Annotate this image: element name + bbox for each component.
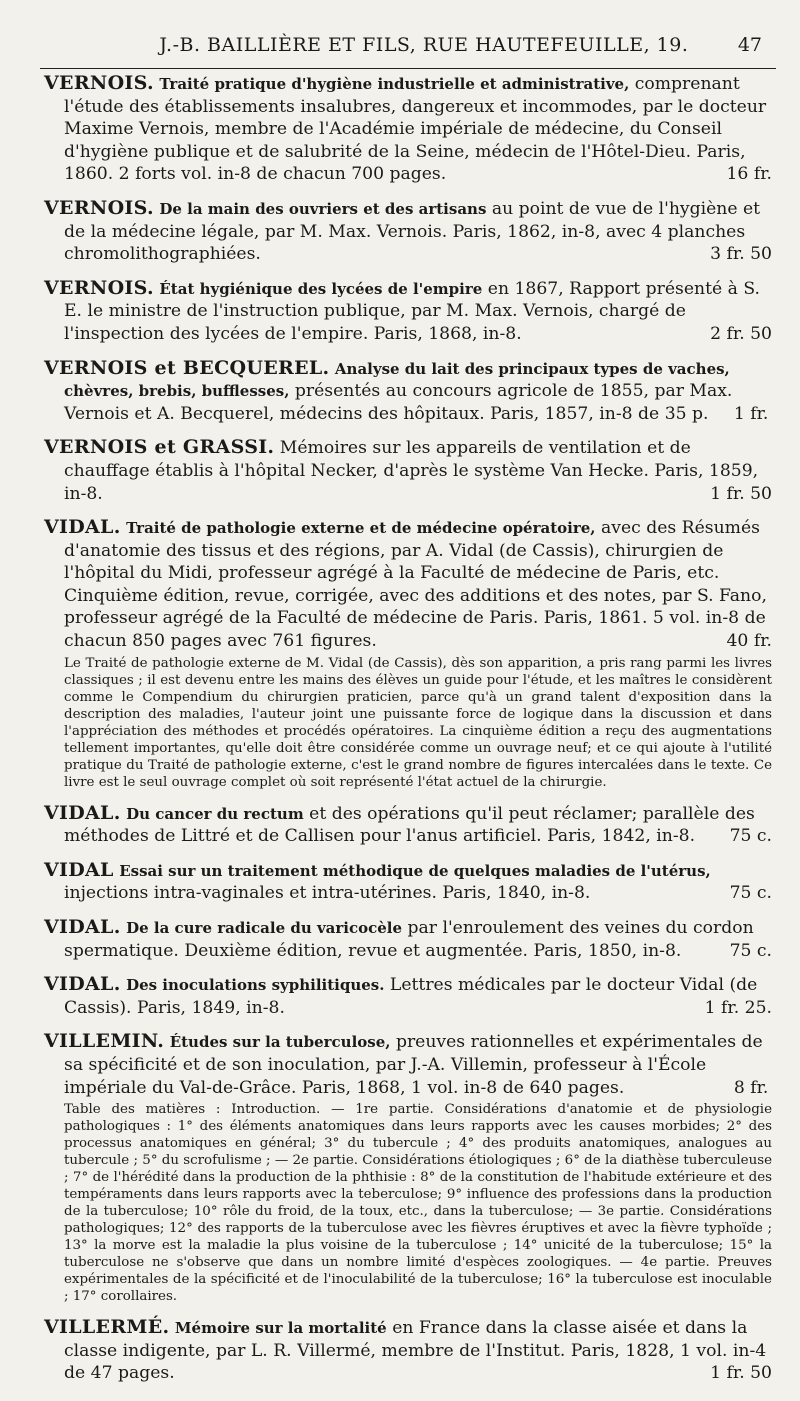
catalog-entry xyxy=(44,197,772,266)
catalog-entry xyxy=(44,1030,772,1305)
entry-body: et des opérations qu'il peut réclamer; parallèle des méthodes de Littré et de Callisen pour l'anus artificiel. Paris, 1842, in-8. xyxy=(64,803,755,847)
entry-price: 75 c. xyxy=(729,940,772,961)
entry-subject: Traité pratique d'hygiène industrielle et administrative, xyxy=(159,75,630,93)
entry-author: VERNOIS. xyxy=(44,72,154,94)
entry-body: avec des Résumés d'anatomie des tissus et des régions, par A. Vidal (de Cassis), chirurgien de l'hôpital du Midi, professeur agrégé à la Faculté de médecine de Paris, etc. Cinquième édition, revue, corrigée, avec des additions et des notes, par S. Fano, professeur agrégé de la Faculté de médecine de Paris. Paris, 1861. 5 vol. in-8 de chacun 850 pages avec 761 figures. xyxy=(64,518,767,652)
entry-author: VIDAL. xyxy=(44,516,121,539)
entry-body: en 1867, Rapport présenté à S. E. le ministre de l'instruction publique, par M. Max. Vernois, chargé de l'inspection des lycées de l'empire. Paris, 1868, in-8. xyxy=(64,278,760,344)
running-title: J.-B. BAILLIÈRE ET FILS, RUE HAUTEFEUILLE, 19. xyxy=(159,34,689,56)
entry-author: VIDAL. xyxy=(44,973,121,996)
header-rule xyxy=(40,68,776,69)
entry-author: VILLERMÉ. xyxy=(44,1316,170,1339)
entry-price: 75 c. xyxy=(729,826,772,847)
entry-price: 2 fr. 50 xyxy=(710,323,772,344)
entry-subject: Essai sur un traitement méthodique de quelques maladies de l'utérus, xyxy=(119,861,711,880)
entry-price: 75 c. xyxy=(729,883,772,904)
entry-subject: Études sur la tuberculose, xyxy=(169,1033,391,1052)
catalog-entry xyxy=(44,277,772,346)
entry-body: injections intra-vaginales et intra-utérines. Paris, 1840, in-8. xyxy=(64,883,591,904)
entry-price: 3 fr. 50 xyxy=(710,244,772,265)
entry-author: VERNOIS et BECQUEREL. xyxy=(44,356,330,379)
entry-note: Le Traité de pathologie externe de M. Vidal (de Cassis), dès son apparition, a pris rang parmi les livres classiques ; il est devenu entre les mains des élèves un guide pour l'étude, et les maîtres le considèrent comme le Compendium du chirurgien praticien, parce qu'à un grand talent d'exposition dans la description des maladies, l'auteur joint une puissante force de logique dans la discussion et dans l'appréciation des méthodes et procédés opératoires. La cinquième édition a reçu des augmentations tellement importantes, qu'elle doit être considérée comme un ouvrage neuf; et ce qui ajoute à l'utilité pratique du Traité de pathologie externe, c'est le grand nombre de figures intercalées dans le texte. Ce livre est le seul ouvrage complet où soit représenté l'état actuel de la chirurgie. xyxy=(64,655,772,790)
entry-subject: De la main des ouvriers et des artisans xyxy=(159,199,487,218)
catalog-entries xyxy=(44,72,772,1396)
catalog-entry xyxy=(44,859,772,905)
entry-subject: De la cure radicale du varicocèle xyxy=(126,919,403,938)
entry-price: 16 fr. xyxy=(726,164,772,185)
catalog-entry xyxy=(44,436,772,505)
page-number: 47 xyxy=(737,34,762,56)
entry-body: au point de vue de l'hygiène et de la médecine légale, par M. Max. Vernois. Paris, 1862, in-8, avec 4 planches chromolithographiées. xyxy=(64,198,761,265)
entry-subject: Analyse du lait des principaux types de vaches, chèvres, brebis, bufflesses, xyxy=(64,359,730,401)
catalog-entry xyxy=(44,72,772,186)
entry-body: en France dans la classe aisée et dans la classe indigente, par L. R. Villermé, membre de l'Institut. Paris, 1828, 1 vol. in-4 de 47 pages. xyxy=(64,1318,767,1384)
catalog-entry xyxy=(44,516,772,791)
entry-author: VERNOIS. xyxy=(44,196,154,219)
entry-price: 8 fr. xyxy=(733,1077,769,1098)
entry-price: 1 fr. 25. xyxy=(704,997,772,1018)
catalog-entry xyxy=(44,802,772,848)
entry-body: preuves rationnelles et expérimentales de sa spécificité et de son inoculation, par J.-A. Villemin, professeur à l'École impériale du Val-de-Grâce. Paris, 1868, 1 vol. in-8 de 640 pages. xyxy=(64,1032,763,1098)
entry-subject: Du cancer du rectum xyxy=(126,804,304,823)
entry-price: 1 fr. xyxy=(733,403,769,424)
entry-body: Mémoires sur les appareils de ventilation et de chauffage établis à l'hôpital Necker, d'après le système Van Hecke. Paris, 1859, in-8. xyxy=(64,438,759,504)
entry-body: par l'enroulement des veines du cordon spermatique. Deuxième édition, revue et augmentée. Paris, 1850, in-8. xyxy=(64,918,754,961)
entry-author: VILLEMIN. xyxy=(44,1030,165,1053)
entry-note: Table des matières : Introduction. — 1re partie. Considérations d'anatomie et de physiologie pathologiques : 1° des éléments anatomiques dans leurs rapports avec les causes morbides; 2° des processus anatomiques en général; 3° du tubercule ; 4° des produits anatomiques, analogues au tubercule ; 5° du scrofulisme ; — 2e partie. Considérations étiologiques ; 6° de la diathèse tuberculeuse ; 7° de l'hérédité dans la production de la phthisie : 8° de la constitution de l'habitude extérieure et des tempéraments dans leurs rapports avec la teberculose; 9° influence des professions dans la production de la tuberculose; 10° rôle du froid, de la toux, etc., dans la tuberculose; — 3e partie. Considérations pathologiques; 12° des rapports de la tuberculose avec les fièvres éruptives et avec la fièvre typhoïde ; 13° la morve est la maladie la plus voisine de la tuberculose ; 14° unicité de la tuberculose; 15° la tuberculose ne s'observe que dans un nombre limité d'espèces zoologiques. — 4e partie. Preuves expérimentales de la spécificité et de l'inoculabilité de la tuberculose; 16° la tuberculose est inoculable ; 17° corollaires. xyxy=(64,1102,772,1305)
entry-price: 1 fr. 50 xyxy=(710,483,772,504)
entry-subject: Des inoculations syphilitiques. xyxy=(126,976,385,995)
catalog-entry xyxy=(44,973,772,1019)
entry-author: VIDAL. xyxy=(44,801,121,824)
entry-body: Lettres médicales par le docteur Vidal (de Cassis). Paris, 1849, in-8. xyxy=(64,975,758,1018)
entry-price: 40 fr. xyxy=(726,631,772,652)
entry-body: comprenant l'étude des établissements insalubres, dangereux et incommodes, par le docteur Maxime Vernois, membre de l'Académie impériale de médecine, du Conseil d'hygiène publique et de salubrité de la Seine, médecin de l'Hôtel-Dieu. Paris, 1860. 2 forts vol. in-8 de chacun 700 pages. xyxy=(64,74,767,185)
entry-subject: État hygiénique des lycées de l'empire xyxy=(159,279,483,298)
entry-body: présentés au concours agricole de 1855, par Max. Vernois et A. Becquerel, médecins des hôpitaux. Paris, 1857, in-8 de 35 p. xyxy=(64,381,733,424)
entry-author: VERNOIS. xyxy=(44,276,154,299)
entry-author: VIDAL. xyxy=(44,916,121,939)
catalog-entry xyxy=(44,357,772,426)
entry-subject: Mémoire sur la mortalité xyxy=(174,1319,387,1338)
catalog-entry xyxy=(44,916,772,962)
entry-price: 1 fr. 50 xyxy=(710,1363,772,1384)
catalog-entry xyxy=(44,1316,772,1385)
entry-author: VIDAL xyxy=(44,858,114,881)
page-header xyxy=(0,34,800,56)
entry-author: VERNOIS et GRASSI. xyxy=(44,436,275,459)
entry-subject: Traité de pathologie externe et de médecine opératoire, xyxy=(126,519,596,538)
